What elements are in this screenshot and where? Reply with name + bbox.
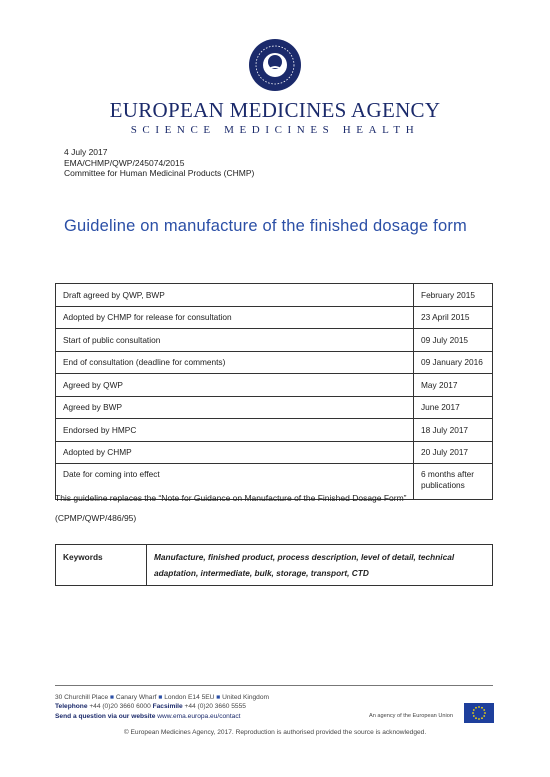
table-row — [56, 419, 493, 442]
timeline-date: February 2015 — [414, 284, 493, 307]
agency-name: EUROPEAN MEDICINES AGENCY — [109, 98, 441, 122]
address-line: 30 Churchill Place — [55, 694, 109, 701]
table-row — [56, 396, 493, 419]
replacement-text: This guideline replaces the “Note for Guidance on Manufacture of the Finished Dosage Form” — [55, 493, 407, 503]
table-row — [56, 545, 493, 586]
agency-tagline: SCIENCE MEDICINES HEALTH — [130, 124, 420, 136]
document-committee: Committee for Human Medicinal Products (CHMP) — [64, 168, 255, 178]
timeline-event: Start of public consultation — [56, 329, 414, 352]
timeline-date: May 2017 — [414, 374, 493, 397]
ema-emblem-icon — [248, 38, 302, 92]
bullet-icon: ■ — [158, 694, 163, 701]
bullet-icon: ■ — [110, 694, 114, 701]
keywords-table — [55, 544, 493, 586]
facsimile-number: +44 (0)20 3660 5555 — [184, 703, 246, 711]
copyright-notice: © European Medicines Agency, 2017. Reproduction is authorised provided the source is acknowledged. — [123, 729, 427, 736]
question-label: Send a question via our website — [55, 712, 156, 720]
keywords-value: Manufacture, finished product, process description, level of detail, technical adaptation, intermediate, bulk, storage, transport, CTD — [147, 545, 493, 586]
contact-link[interactable]: www.ema.europa.eu/contact — [157, 712, 241, 720]
timeline-date: 09 July 2015 — [414, 329, 493, 352]
telephone-label: Telephone — [55, 703, 88, 711]
bullet-icon: ■ — [216, 694, 221, 701]
timeline-event: Agreed by QWP — [56, 374, 414, 397]
timeline-date: 09 January 2016 — [414, 351, 493, 374]
table-row — [56, 306, 493, 329]
address-line: Canary Wharf — [115, 694, 157, 701]
document-reference: EMA/CHMP/QWP/245074/2015 — [64, 157, 185, 168]
contact-line — [55, 712, 269, 721]
timeline-event: Draft agreed by QWP, BWP — [56, 284, 414, 307]
timeline-event: Agreed by BWP — [56, 396, 414, 419]
agency-logo — [0, 38, 550, 136]
eu-flag-icon — [464, 703, 494, 723]
timeline-date: June 2017 — [414, 396, 493, 419]
timeline-date: 6 months after publications — [414, 464, 493, 500]
eu-agency-label: An agency of the European Union — [369, 713, 453, 719]
footer-address — [55, 693, 269, 721]
replacement-reference: (CPMP/QWP/486/95) — [55, 513, 137, 523]
table-row — [56, 351, 493, 374]
timeline-table — [55, 283, 493, 500]
timeline-event: Endorsed by HMPC — [56, 419, 414, 442]
keywords-label: Keywords — [56, 545, 147, 586]
timeline-date: 18 July 2017 — [414, 419, 493, 442]
footer-divider — [55, 685, 493, 686]
facsimile-label: Facsimile — [152, 703, 183, 711]
table-row — [56, 329, 493, 352]
postal-address — [55, 693, 269, 702]
timeline-event: Date for coming into effect — [56, 464, 414, 500]
timeline-date: 20 July 2017 — [414, 441, 493, 464]
timeline-event: End of consultation (deadline for comments) — [56, 351, 414, 374]
replacement-note — [55, 488, 495, 528]
timeline-date: 23 April 2015 — [414, 306, 493, 329]
timeline-event: Adopted by CHMP — [56, 441, 414, 464]
address-line: London E14 5EU — [164, 694, 215, 701]
document-title: Guideline on manufacture of the finished dosage form — [64, 217, 467, 235]
document-date: 4 July 2017 — [64, 147, 108, 157]
telephone-number: +44 (0)20 3660 6000 — [89, 703, 151, 711]
table-row — [56, 441, 493, 464]
address-line: United Kingdom — [222, 694, 270, 701]
timeline-event: Adopted by CHMP for release for consultation — [56, 306, 414, 329]
table-row — [56, 374, 493, 397]
table-row — [56, 284, 493, 307]
phone-line — [55, 702, 269, 711]
document-meta — [64, 147, 254, 179]
